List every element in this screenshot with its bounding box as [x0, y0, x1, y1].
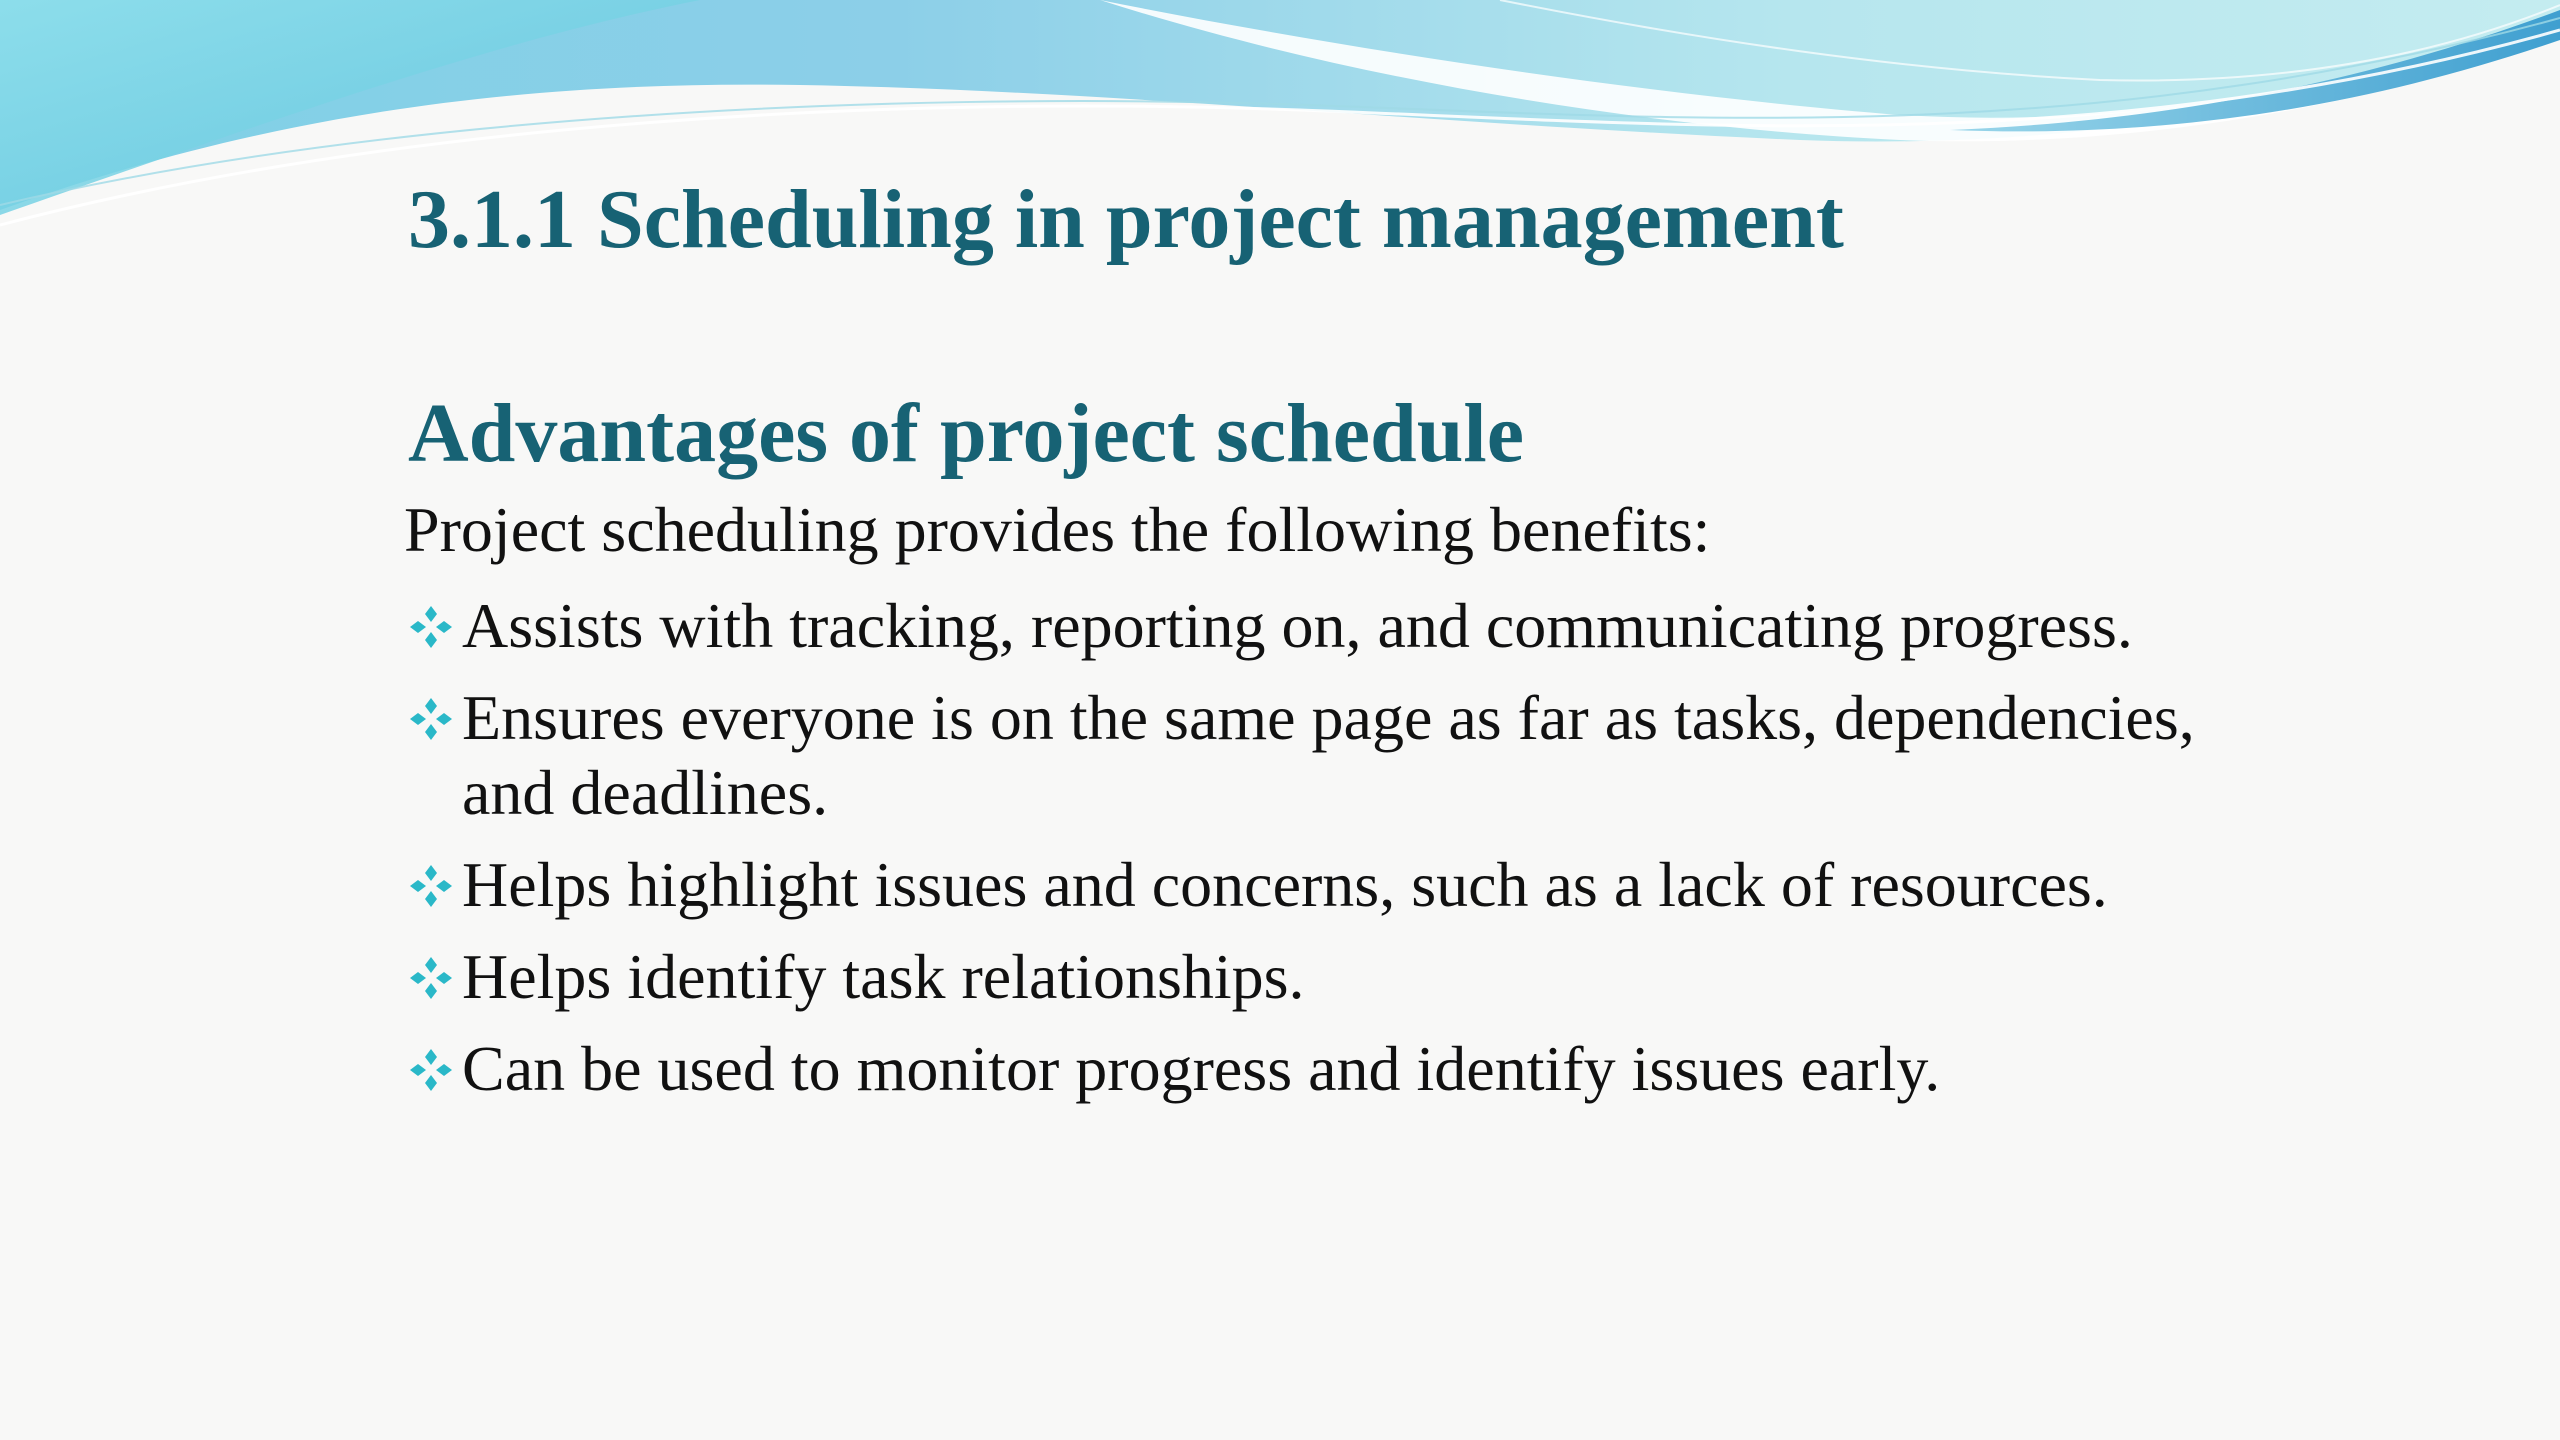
- intro-text: Project scheduling provides the following benefits:: [404, 494, 1711, 565]
- section-heading: Advantages of project schedule: [408, 387, 1525, 480]
- list-item: [404, 939, 2204, 1014]
- four-diamond-bullet-icon: [406, 694, 456, 744]
- benefits-list: [404, 588, 2204, 1123]
- list-item-text: Helps identify task relationships.: [462, 941, 1305, 1012]
- list-item: [404, 847, 2204, 922]
- slide-title: 3.1.1 Scheduling in project management: [408, 173, 1844, 266]
- four-diamond-bullet-icon: [406, 602, 456, 652]
- list-item: [404, 1031, 2204, 1106]
- four-diamond-bullet-icon: [406, 1045, 456, 1095]
- list-item-text: Assists with tracking, reporting on, and communicating progress.: [462, 590, 2133, 661]
- list-item-text: Ensures everyone is on the same page as far as tasks, dependencies, and deadlines.: [462, 682, 2195, 828]
- list-item-text: Helps highlight issues and concerns, such as a lack of resources.: [462, 849, 2108, 920]
- list-item: [404, 680, 2204, 830]
- list-item-text: Can be used to monitor progress and identify issues early.: [462, 1033, 1941, 1104]
- four-diamond-bullet-icon: [406, 861, 456, 911]
- list-item: [404, 588, 2204, 663]
- four-diamond-bullet-icon: [406, 953, 456, 1003]
